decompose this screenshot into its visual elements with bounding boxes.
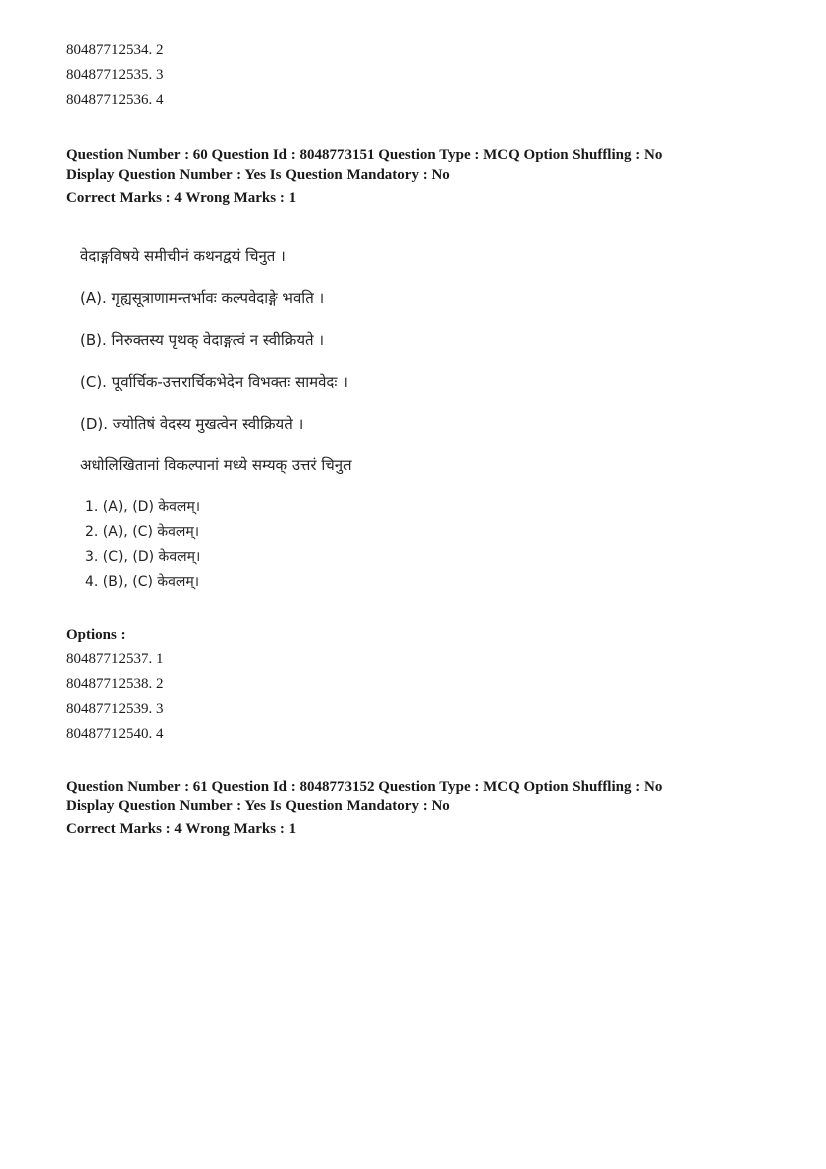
q60-statement-a: (A). गृह्यसूत्राणामन्तर्भावः कल्पवेदाङ्गे भवति । [80,289,325,307]
q60-meta-line-1: Question Number : 60 Question Id : 8048773151 Question Type : MCQ Option Shuffling : No [66,147,663,163]
q60-statement-c: (C). पूर्वार्चिक-उत्तरार्चिकभेदेन विभक्तः सामवेदः । [80,373,348,391]
q61-meta-line-3: Correct Marks : 4 Wrong Marks : 1 [66,821,297,837]
q60-meta-line-3: Correct Marks : 4 Wrong Marks : 1 [66,190,297,206]
q60-choice-4: 4. (B), (C) केवलम्। [85,574,200,590]
q61-meta-line-1: Question Number : 61 Question Id : 8048773152 Question Type : MCQ Option Shuffling : No [66,779,663,795]
q60-options-label: Options : [66,627,126,643]
q60-statement-d: (D). ज्योतिषं वेदस्य मुखत्वेन स्वीक्रियते । [80,415,304,433]
prev-option-4: 80487712536. 4 [66,92,164,108]
prev-option-3: 80487712535. 3 [66,67,164,83]
q60-choice-2: 2. (A), (C) केवलम्। [85,524,200,540]
q60-instruction: अधोलिखितानां विकल्पानां मध्ये सम्यक् उत्तरं चिनुत [80,456,352,474]
q60-option-1: 80487712537. 1 [66,651,164,667]
q60-option-4: 80487712540. 4 [66,726,164,742]
q61-meta-line-2: Display Question Number : Yes Is Question Mandatory : No [66,798,450,814]
q60-choice-1: 1. (A), (D) केवलम्। [85,499,201,515]
q60-choice-3: 3. (C), (D) केवलम्। [85,549,201,565]
q60-option-2: 80487712538. 2 [66,676,164,692]
prev-option-2: 80487712534. 2 [66,42,164,58]
q60-option-3: 80487712539. 3 [66,701,164,717]
q60-statement-b: (B). निरुक्तस्य पृथक् वेदाङ्गत्वं न स्वीक्रियते । [80,331,325,349]
q60-stem: वेदाङ्गविषये समीचीनं कथनद्वयं चिनुत । [80,247,286,265]
q60-meta-line-2: Display Question Number : Yes Is Question Mandatory : No [66,167,450,183]
